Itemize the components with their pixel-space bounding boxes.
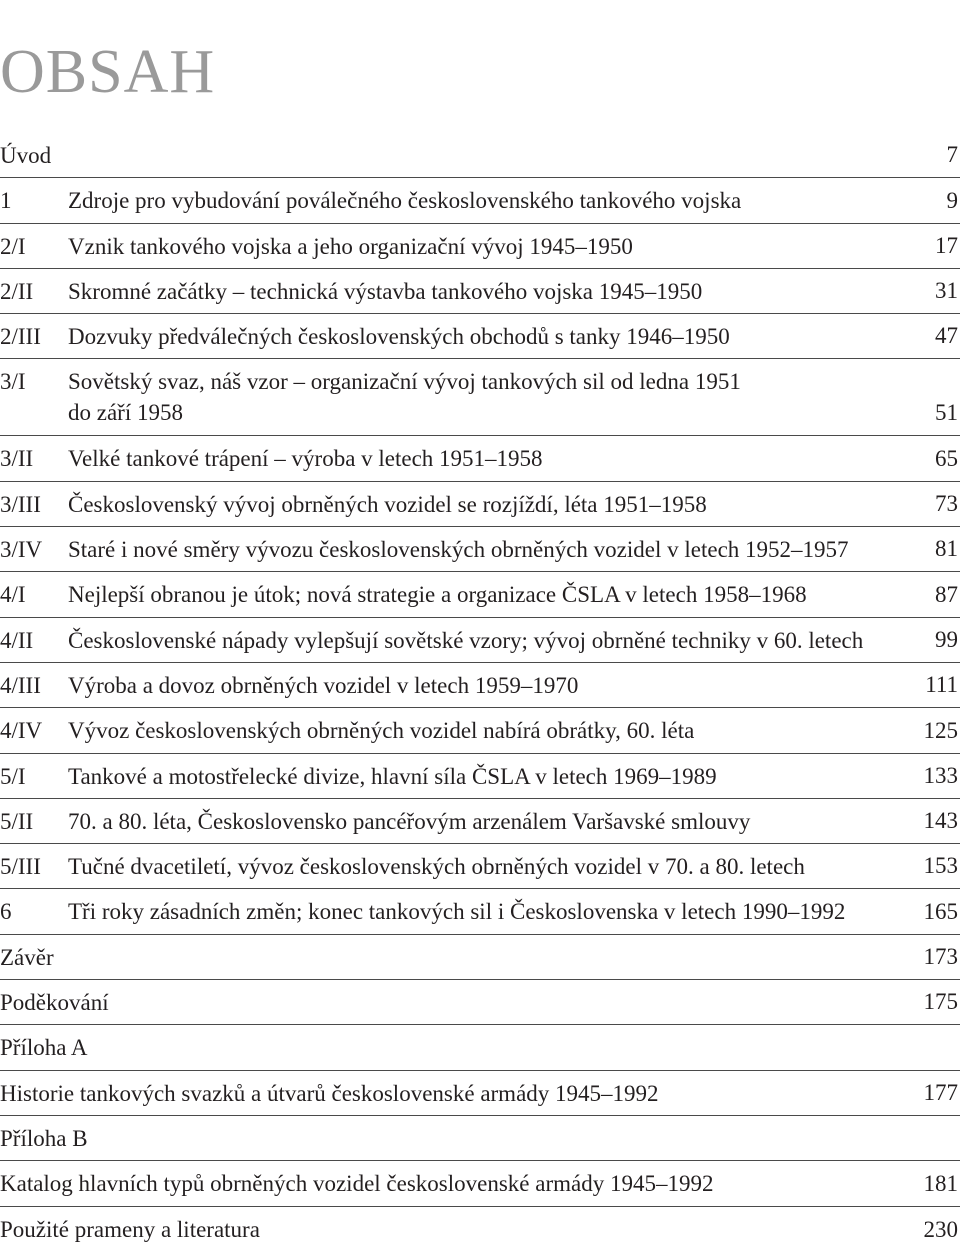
toc-entry-title-line: Historie tankových svazků a útvarů československé armády 1945–1992 [0,1080,659,1106]
toc-entry-page: 81 [935,536,958,562]
toc-entry[interactable] [0,482,960,527]
toc-entry-title-line: Vývoz československých obrněných vozidel nabírá obrátky, 60. léta [68,718,695,744]
toc-entry-page: 87 [935,581,958,607]
toc-entry[interactable] [0,663,960,708]
toc-entry[interactable] [0,527,960,572]
toc-entry[interactable] [0,618,960,663]
toc-entry-title-line: Zdroje pro vybudování poválečného československého tankového vojska [68,188,742,214]
toc-entry-page: 165 [923,898,958,924]
toc-entry-title-line: Úvod [0,143,52,168]
toc-entry-title [0,1161,900,1206]
toc-entry-page: 7 [946,142,958,168]
toc-entry[interactable] [0,1116,960,1161]
toc-entry[interactable] [0,1071,960,1116]
toc-entry-page: 125 [923,717,958,743]
page-title: OBSAH [0,37,216,106]
toc-entry[interactable] [0,754,960,799]
toc-list [0,133,960,1252]
toc-entry-number: 3/III [0,491,41,517]
toc-entry[interactable] [0,572,960,617]
toc-entry-title [68,663,900,708]
toc-entry-page: 51 [935,400,958,426]
toc-entry[interactable] [0,889,960,934]
toc-entry-title [68,482,900,527]
toc-entry-title-line: Výroba a dovoz obrněných vozidel v letech 1959–1970 [68,672,579,698]
toc-entry-page: 99 [935,626,958,652]
toc-entry[interactable] [0,314,960,359]
toc-entry-title-line: Velké tankové trápení – výroba v letech 1951–1958 [68,446,543,472]
toc-entry-number: 4/III [0,672,41,698]
toc-entry-title [0,935,900,980]
toc-entry-page: 177 [923,1079,958,1105]
toc-entry-title [68,618,900,663]
toc-entry-title-line: Tučné dvacetiletí, vývoz československých obrněných vozidel v 70. a 80. letech [68,854,805,880]
toc-entry-title-line: Závěr [0,944,54,970]
toc-entry-number: 3/I [0,369,26,395]
toc-entry-page: 111 [925,672,958,698]
toc-entry-title-line: do září 1958 [68,400,183,426]
toc-entry-title-line: Nejlepší obranou je útok; nová strategie a organizace ČSLA v letech 1958–1968 [68,582,807,608]
toc-entry-title-line: Vznik tankového vojska a jeho organizační vývoj 1945–1950 [68,233,633,259]
toc-entry-number: 4/II [0,627,34,653]
toc-entry-title-line: Československý vývoj obrněných vozidel se rozjíždí, léta 1951–1958 [68,491,707,517]
toc-entry-page: 31 [935,278,958,304]
toc-entry-title-line: Dozvuky předválečných československých obchodů s tanky 1946–1950 [68,324,730,350]
toc-entry-title [68,844,900,889]
toc-entry-page: 230 [923,1216,958,1242]
toc-entry-page: 17 [935,232,958,258]
toc-entry-page: 173 [923,944,958,970]
toc-entry-title [68,224,900,269]
toc-entry-title [68,572,900,617]
toc-entry-page: 133 [923,762,958,788]
toc-entry-number: 2/I [0,233,26,259]
toc-entry-title-line: Tankové a motostřelecké divize, hlavní síla ČSLA v letech 1969–1989 [68,763,717,789]
toc-entry[interactable] [0,133,960,178]
toc-entry-page: 9 [946,187,958,213]
toc-entry-title-line: Příloha A [0,1035,88,1061]
toc-entry[interactable] [0,1025,960,1070]
toc-entry-page: 175 [923,989,958,1015]
toc-entry-title [68,708,900,753]
toc-entry-page: 47 [935,323,958,349]
toc-entry-number: 5/I [0,763,26,789]
toc-entry-title [0,1071,900,1116]
toc-entry-title-line: Katalog hlavních typů obrněných vozidel československé armády 1945–1992 [0,1171,714,1197]
toc-entry-title-line: Použité prameny a literatura [0,1216,260,1242]
toc-entry-title [68,314,900,359]
toc-entry-title [0,133,900,178]
toc-entry-page: 65 [935,445,958,471]
toc-entry-title [0,1207,900,1252]
toc-entry[interactable] [0,844,960,889]
toc-entry-number: 1 [0,188,12,214]
toc-entry[interactable] [0,436,960,481]
toc-entry[interactable] [0,980,960,1025]
toc-entry-number: 3/IV [0,537,43,563]
toc-entry[interactable] [0,1207,960,1252]
toc-entry-number: 3/II [0,446,34,472]
toc-entry[interactable] [0,1161,960,1206]
toc-entry-number: 5/II [0,808,34,834]
toc-entry-number: 5/III [0,854,41,880]
toc-entry-title [0,1116,900,1161]
toc-entry[interactable] [0,269,960,314]
toc-entry-title-line: Československé nápady vylepšují sovětské vzory; vývoj obrněné techniky v 60. letech [68,627,864,653]
toc-entry-number: 4/IV [0,718,43,744]
toc-entry-number: 4/I [0,582,26,608]
toc-entry-title [0,980,900,1025]
toc-entry-page: 73 [935,491,958,517]
toc-entry-title-line: Sovětský svaz, náš vzor – organizační vývoj tankových sil od ledna 1951 [68,369,741,395]
toc-entry-title [68,754,900,799]
toc-entry-title [68,178,900,223]
toc-entry-title [68,889,900,934]
toc-entry-title [0,1025,900,1070]
toc-entry-title [68,359,900,428]
toc-entry[interactable] [0,178,960,223]
toc-entry-title-line: Poděkování [0,990,109,1016]
toc-entry-title [68,799,900,844]
toc-entry-title [68,527,900,572]
toc-entry-page: 143 [923,808,958,834]
toc-entry-title [68,436,900,481]
toc-entry-title [68,269,900,314]
toc-entry[interactable] [0,708,960,753]
toc-entry-title-line: Skromné začátky – technická výstavba tankového vojska 1945–1950 [68,278,703,304]
toc-entry-title-line: Staré i nové směry vývozu československých obrněných vozidel v letech 1952–1957 [68,537,849,563]
toc-entry[interactable] [0,359,960,436]
toc-entry-title-line: Příloha B [0,1125,88,1151]
toc-entry[interactable] [0,224,960,269]
toc-entry[interactable] [0,799,960,844]
toc-entry-title-line: Tři roky zásadních změn; konec tankových sil i Československa v letech 1990–1992 [68,899,846,925]
toc-entry-number: 2/II [0,278,34,304]
toc-entry-page: 181 [923,1170,958,1196]
toc-entry-title-line: 70. a 80. léta, Československo pancéřovým arzenálem Varšavské smlouvy [68,808,751,834]
toc-entry-number: 2/III [0,324,41,350]
toc-entry-page: 153 [923,853,958,879]
toc-entry-number: 6 [0,899,12,925]
toc-entry[interactable] [0,935,960,980]
